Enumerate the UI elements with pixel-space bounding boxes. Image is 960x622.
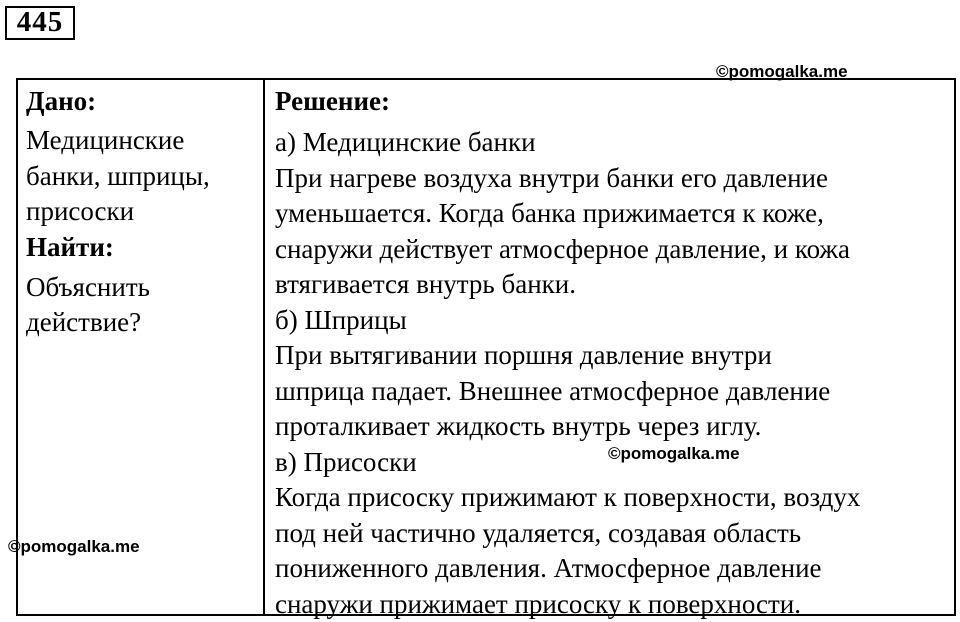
watermark-left: ©pomogalka.me [8, 538, 140, 556]
find-heading: Найти: [26, 230, 254, 264]
section-line: проталкивает жидкость внутрь через иглу. [275, 409, 955, 445]
section-line: под ней частично удаляется, создавая область [275, 516, 955, 552]
section-line: втягивается внутрь банки. [275, 267, 955, 303]
solution-heading: Решение: [275, 84, 955, 118]
section-line: снаружи действует атмосферное давление, и кожа [275, 232, 955, 268]
section-line: снаружи прижимает присоску к поверхности. [275, 587, 955, 622]
find-text [26, 270, 254, 341]
section-title: а) Медицинские банки [275, 125, 955, 161]
section-title: в) Присоски [275, 445, 955, 481]
section-line: При вытягивании поршня давление внутри [275, 338, 955, 374]
section-cups [275, 125, 955, 303]
section-syringes [275, 303, 955, 445]
section-line: Когда присоску прижимают к поверхности, воздух [275, 480, 955, 516]
given-line: присоски [26, 194, 254, 230]
watermark-middle: ©pomogalka.me [608, 445, 740, 463]
given-column [26, 84, 254, 341]
given-line: банки, шприцы, [26, 159, 254, 195]
given-text [26, 123, 254, 230]
section-line: шприца падает. Внешнее атмосферное давление [275, 374, 955, 410]
column-divider [263, 80, 265, 614]
solution-table [16, 78, 956, 616]
section-line: пониженного давления. Атмосферное давление [275, 551, 955, 587]
solution-body [275, 125, 955, 622]
find-line: Объяснить [26, 270, 254, 306]
section-suction-cups [275, 445, 955, 622]
section-title: б) Шприцы [275, 303, 955, 339]
section-line: уменьшается. Когда банка прижимается к коже, [275, 196, 955, 232]
solution-column [275, 84, 955, 622]
watermark-top: ©pomogalka.me [716, 63, 848, 81]
section-line: При нагреве воздуха внутри банки его давление [275, 161, 955, 197]
find-line: действие? [26, 305, 254, 341]
given-line: Медицинские [26, 123, 254, 159]
given-heading: Дано: [26, 84, 254, 118]
problem-number: 445 [5, 6, 75, 40]
